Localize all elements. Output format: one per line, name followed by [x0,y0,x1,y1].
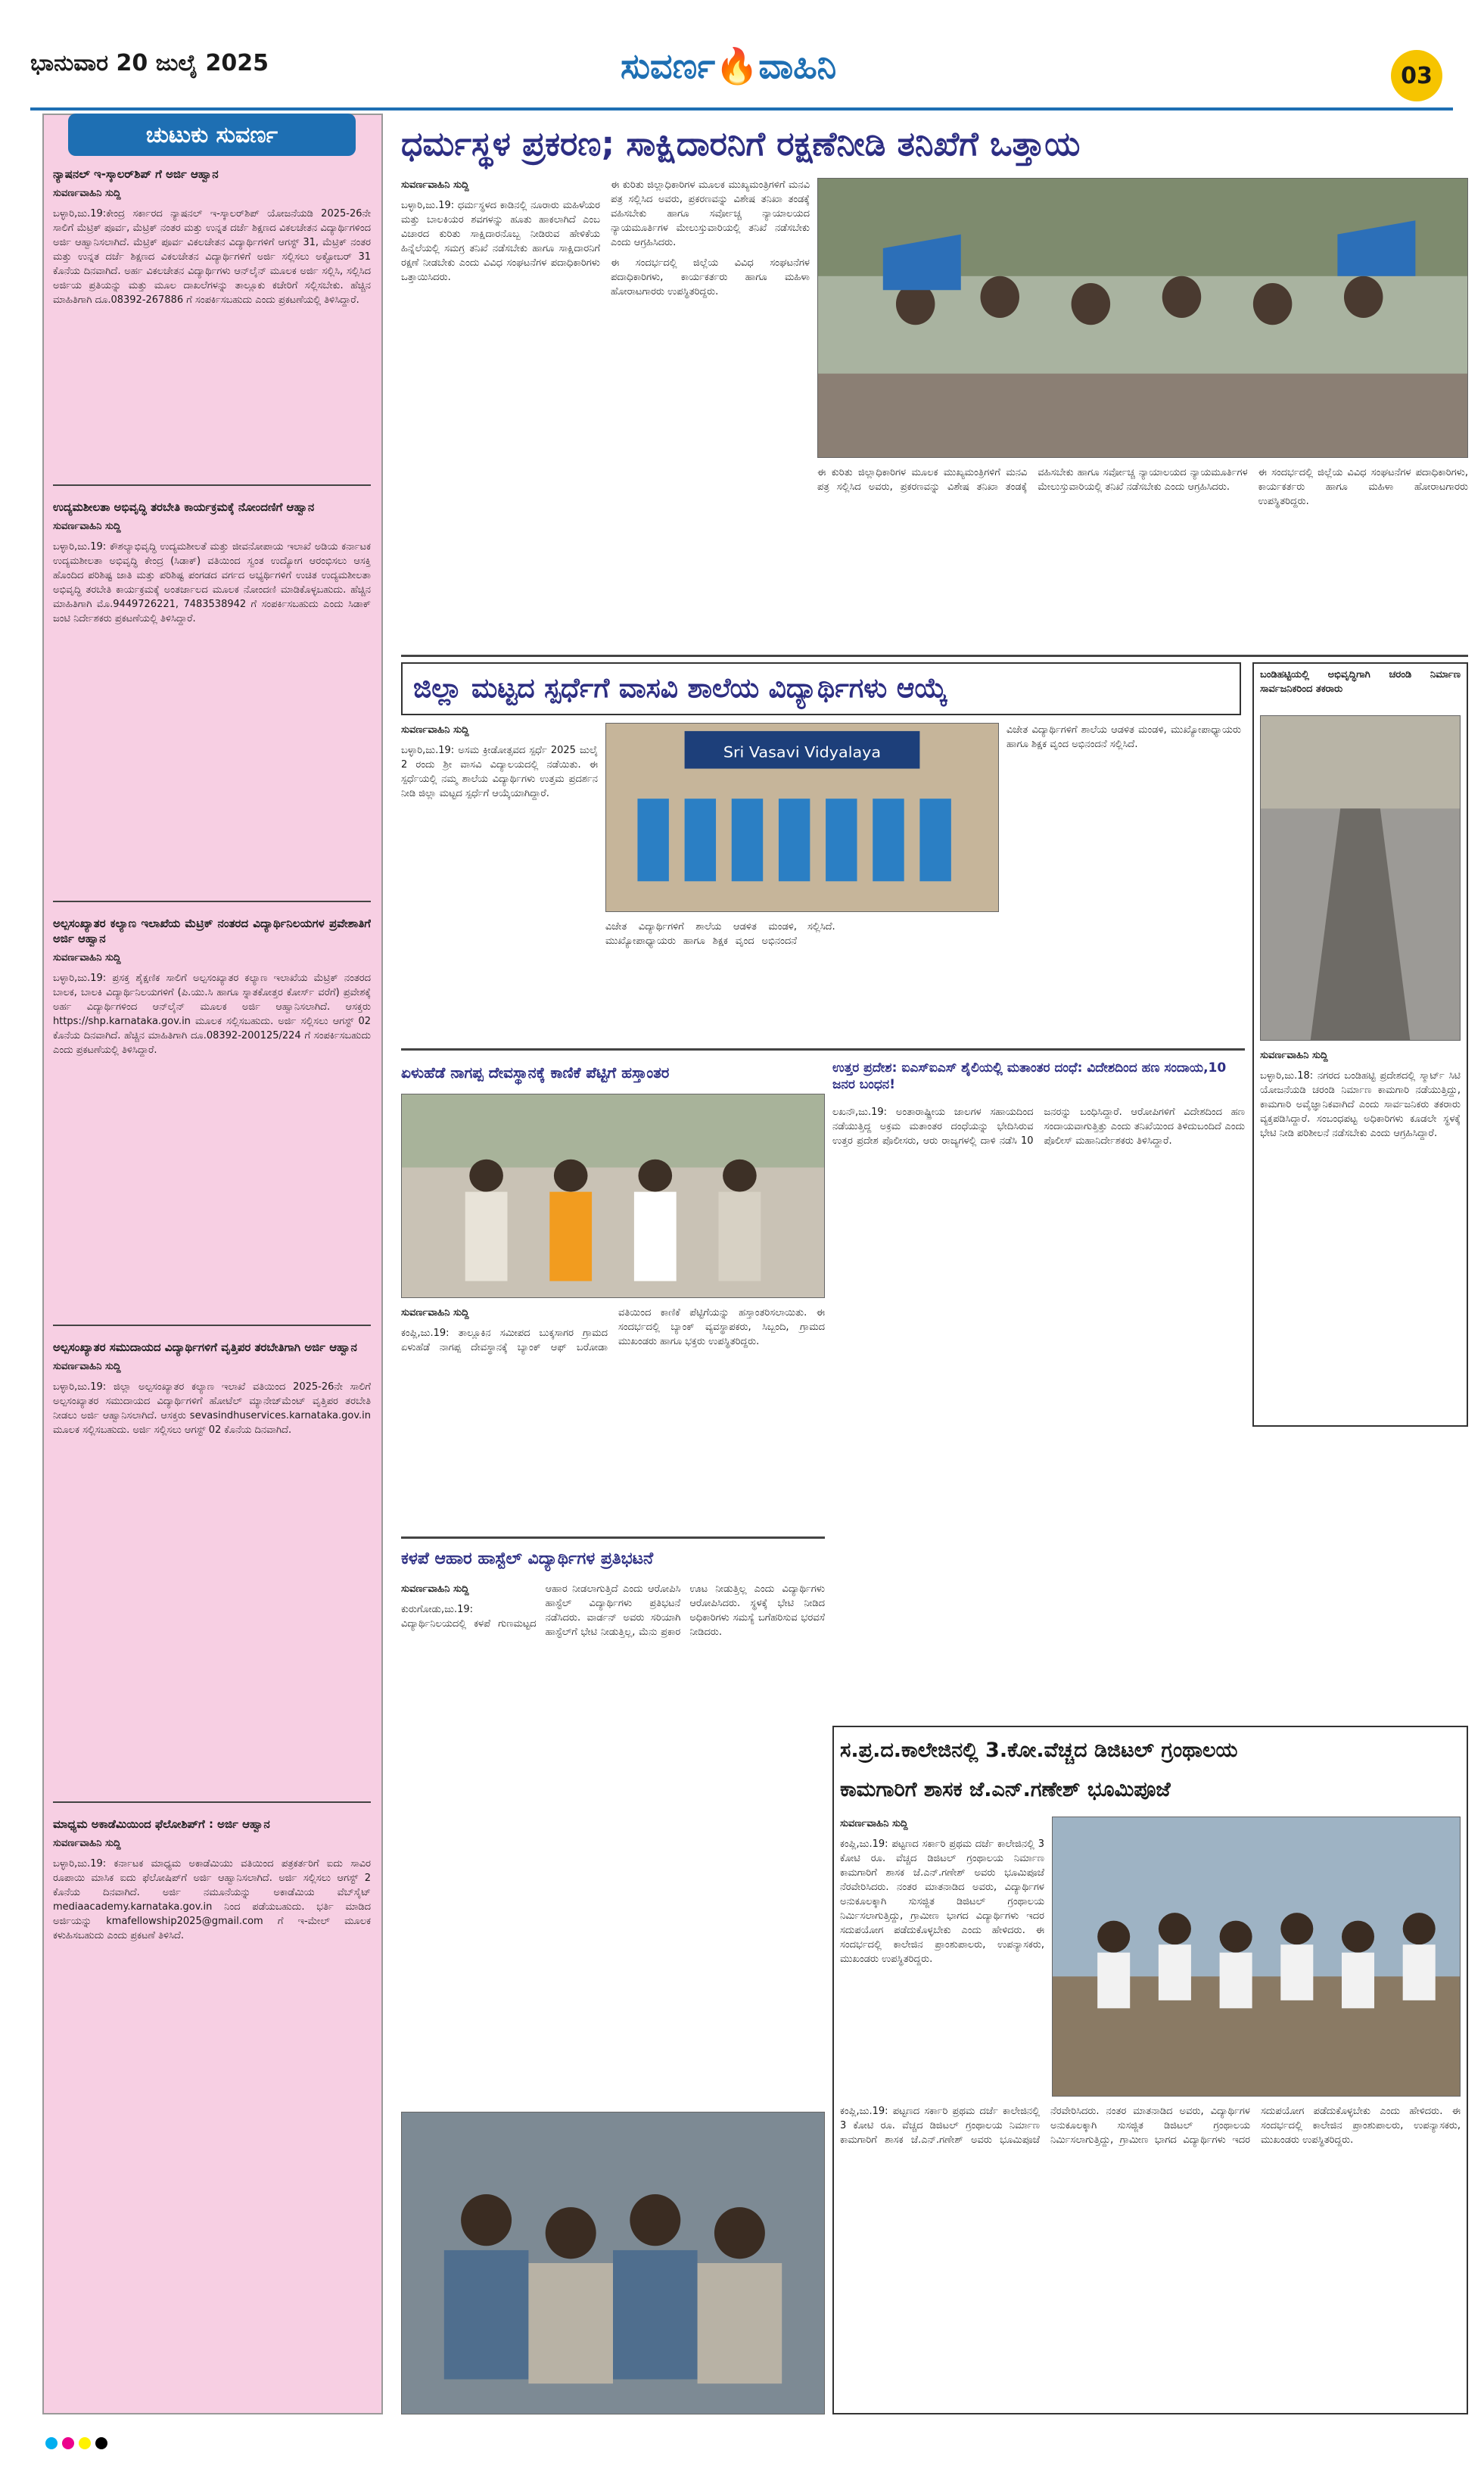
brief-story-1 [53,167,371,477]
brief-heading: ಉದ್ಯಮಶೀಲತಾ ಅಭಿವೃದ್ಧಿ ತರಬೇತಿ ಕಾರ್ಯಕ್ರಮಕ್ಕೆ ನೋಂದಣಿಗೆ ಆಹ್ವಾನ [53,500,315,514]
lead-paragraph: ಈ ಸಂದರ್ಭದಲ್ಲಿ ಜಿಲ್ಲೆಯ ವಿವಿಧ ಸಂಘಟನೆಗಳ ಪದಾಧಿಕಾರಿಗಳು, ಕಾರ್ಯಕರ್ತರು ಹಾಗೂ ಮಹಿಳಾ ಹೋರಾಟಗಾರರು ಉಪಸ್ಥಿತರಿದ್ದರು. [1258,467,1468,507]
brief-body: ಬಳ್ಳಾರಿ,ಜು.19: ಪ್ರಸಕ್ತ ಶೈಕ್ಷಣಿಕ ಸಾಲಿಗೆ ಅಲ್ಪಸಂಖ್ಯಾತರ ಕಲ್ಯಾಣ ಇಲಾಖೆಯ ಮೆಟ್ರಿಕ್ ನಂತರದ ಬಾಲಕ, ಬಾಲಕಿ ವಿದ್ಯಾರ್ಥಿನಿಲಯಗಳಿಗೆ (ಪಿ.ಯು.ಸಿ ಹಾಗೂ ಸ್ನಾತಕೋತ್ತರ ಕೋರ್ಸ್ ವರೆಗೆ) ಪ್ರವೇಶಕ್ಕೆ ಅರ್ಹ ವಿದ್ಯಾರ್ಥಿಗಳಿಂದ ಆನ್‌ಲೈನ್ ಮೂಲಕ ಅರ್ಜಿ ಆಹ್ವಾನಿಸಲಾಗಿದೆ. ಆಸಕ್ತರು https://shp.karnataka.gov.in ಮೂಲಕ ಸಲ್ಲಿಸಬಹುದು. ಅರ್ಜಿ ಸಲ್ಲಿಸಲು ಆಗಸ್ಟ್ 02 ಕೊನೆಯ ದಿನವಾಗಿದೆ. ಹೆಚ್ಚಿನ ಮಾಹಿತಿಗಾಗಿ ದೂ.08392-200125/224 ಗೆ ಸಂಪರ್ಕಿಸಬಹುದು ಎಂದು ಪ್ರಕಟಣೆಯಲ್ಲಿ ತಿಳಿಸಿದ್ದಾರೆ. [53,973,371,1056]
brief-byline: ಸುವರ್ಣವಾಹಿನಿ ಸುದ್ದಿ [53,1361,121,1372]
lead-photo-protest [817,178,1468,458]
school-paragraph: ವಿಜೇತ ವಿದ್ಯಾರ್ಥಿಗಳಿಗೆ ಶಾಲೆಯ ಆಡಳಿತ ಮಂಡಳಿ, ಮುಖ್ಯೋಪಾಧ್ಯಾಯರು ಹಾಗೂ ಶಿಕ್ಷಕ ವೃಂದ ಅಭಿನಂದನೆ ಸಲ್ಲಿಸಿದೆ. [1006,724,1241,750]
brief-body: ಬಳ್ಳಾರಿ,ಜು.19:ಕೇಂದ್ರ ಸರ್ಕಾರದ ನ್ಯಾಷನಲ್ ಇ-ಸ್ಕಾಲರ್‌ಶಿಪ್ ಯೋಜನೆಯಡಿ 2025-26ನೇ ಸಾಲಿಗೆ ಮೆಟ್ರಿಕ್ ಪೂರ್ವ, ಮೆಟ್ರಿಕ್ ನಂತರ ಮತ್ತು ಉನ್ನತ ದರ್ಜೆ ಶಿಕ್ಷಣದ ವಿಕಲಚೇತನ ವಿದ್ಯಾರ್ಥಿಗಳಿಂದ ಅರ್ಜಿ ಆಹ್ವಾನಿಸಲಾಗಿದೆ. ಮೆಟ್ರಿಕ್ ಪೂರ್ವ ವಿಕಲಚೇತನ ವಿದ್ಯಾರ್ಥಿಗಳಿಗೆ ಆಗಸ್ಟ್ 31, ಮೆಟ್ರಿಕ್ ನಂತರ ಮತ್ತು ಉನ್ನತ ದರ್ಜೆ ಶಿಕ್ಷಣದ ವಿಕಲಚೇತನ ವಿದ್ಯಾರ್ಥಿಗಳಿಗೆ ಅರ್ಜಿ ಸಲ್ಲಿಸಲು ಅಕ್ಟೋಬರ್ 31 ಕೊನೆಯ ದಿನವಾಗಿದೆ. ಅರ್ಹ ವಿಕಲಚೇತನ ವಿದ್ಯಾರ್ಥಿಗಳು ಆನ್‌ಲೈನ್ ಮೂಲಕ ಅರ್ಜಿ ಸಲ್ಲಿಸಿ, ಸಲ್ಲಿಸಿದ ಅರ್ಜಿಯ ಪ್ರತಿಯನ್ನು ಮತ್ತು ಮೂಲ ದಾಖಲೆಗಳನ್ನು ತಾಲ್ಲೂಕು ಕಚೇರಿಗೆ ಸಲ್ಲಿಸಬೇಕು. ಹೆಚ್ಚಿನ ಮಾಹಿತಿಗಾಗಿ ದೂ.08392-267886 ಗೆ ಸಂಪರ್ಕಿಸಬಹುದು ಎಂದು ಪ್ರಕಟಣೆಯಲ್ಲಿ ತಿಳಿಸಿದ್ದಾರೆ. [53,208,371,306]
logo-flame-icon: 🔥 [715,45,759,86]
brief-byline: ಸುವರ್ಣವಾಹಿನಿ ಸುದ್ದಿ [53,188,121,199]
library-body [840,1817,1044,2097]
school-headline: ಜಿಲ್ಲಾ ಮಟ್ಟದ ಸ್ಪರ್ಧೆಗೆ ವಾಸವಿ ಶಾಲೆಯ ವಿದ್ಯಾರ್ಥಿಗಳು ಆಯ್ಕೆ [401,662,1241,715]
library-body-continued [840,2104,1461,2407]
groundbreaking-photo-icon [1053,1817,1460,2096]
road-body [1260,1048,1461,1419]
brief-story-2 [53,500,371,893]
brief-heading: ಮಾಧ್ಯಮ ಅಕಾಡೆಮಿಯಿಂದ ಫೆಲೋಶಿಪ್‌ಗೆ : ಅರ್ಜಿ ಆಹ್ವಾನ [53,1817,270,1831]
page-number-badge: 03 [1391,50,1442,101]
school-body-below-photo [605,920,999,1041]
up-body [832,1105,1245,1711]
road-paragraph: ಬಳ್ಳಾರಿ,ಜು.18: ನಗರದ ಬಂಡಿಹಟ್ಟಿ ಪ್ರದೇಶದಲ್ಲಿ ಸ್ಮಾರ್ಟ್ ಸಿಟಿ ಯೋಜನೆಯಡಿ ಚರಂಡಿ ನಿರ್ಮಾಣ ಕಾಮಗಾರಿ ನಡೆಯುತ್ತಿದ್ದು, ಕಾಮಗಾರಿ ಅವೈಜ್ಞಾನಿಕವಾಗಿದೆ ಎಂದು ಸಾರ್ವಜನಿಕರು ತಕರಾರು ವ್ಯಕ್ತಪಡಿಸಿದ್ದಾರೆ. ಸಂಬಂಧಪಟ್ಟ ಅಧಿಕಾರಿಗಳು ಕೂಡಲೇ ಸ್ಥಳಕ್ಕೆ ಭೇಟಿ ನೀಡಿ ಪರಿಶೀಲನೆ ನಡೆಸಬೇಕು ಎಂದು ಆಗ್ರಹಿಸಿದ್ದಾರೆ. [1260,1070,1461,1139]
road-byline: ಸುವರ್ಣವಾಹಿನಿ ಸುದ್ದಿ [1260,1050,1328,1061]
hostel-paragraph: ಕುರುಗೋಡು,ಜು.19: ವಿದ್ಯಾರ್ಥಿನಿಲಯದಲ್ಲಿ ಕಳಪೆ ಗುಣಮಟ್ಟದ ಆಹಾರ ನೀಡಲಾಗುತ್ತಿದೆ ಎಂದು ಆರೋಪಿಸಿ ಹಾಸ್ಟೆಲ್ ವಿದ್ಯಾರ್ಥಿಗಳು ಪ್ರತಿಭಟನೆ ನಡೆಸಿದರು. ವಾರ್ಡನ್ ಅವರು ಸರಿಯಾಗಿ ಹಾಸ್ಟೆಲ್‌ಗೆ ಭೇಟಿ ನೀಡುತ್ತಿಲ್ಲ, ಮೆನು ಪ್ರಕಾರ ಊಟ ನೀಡುತ್ತಿಲ್ಲ ಎಂದು ವಿದ್ಯಾರ್ಥಿಗಳು ಆರೋಪಿಸಿದರು. ಸ್ಥಳಕ್ಕೆ ಭೇಟಿ ನೀಡಿದ ಅಧಿಕಾರಿಗಳು ಸಮಸ್ಯೆ ಬಗೆಹರಿಸುವ ಭರವಸೆ ನೀಡಿದರು. [401,1583,825,1638]
hostel-students-photo-icon [402,2112,824,2414]
library-byline: ಸುವರ್ಣವಾಹಿನಿ ಸುದ್ದಿ [840,1818,908,1829]
lead-paragraph: ಈ ಕುರಿತು ಜಿಲ್ಲಾಧಿಕಾರಿಗಳ ಮೂಲಕ ಮುಖ್ಯಮಂತ್ರಿಗಳಿಗೆ ಮನವಿ ಪತ್ರ ಸಲ್ಲಿಸಿದ ಅವರು, ಪ್ರಕರಣವನ್ನು ವಿಶೇಷ ತನಿಖಾ ತಂಡಕ್ಕೆ ವಹಿಸಬೇಕು ಹಾಗೂ ಸರ್ವೋಚ್ಚ ನ್ಯಾಯಾಲಯದ ನ್ಯಾಯಮೂರ್ತಿಗಳ ಮೇಲುಸ್ತುವಾರಿಯಲ್ಲಿ ತನಿಖೆ ನಡೆಸಬೇಕು ಎಂದು ಆಗ್ರಹಿಸಿದರು. [817,467,1248,493]
temple-byline: ಸುವರ್ಣವಾಹಿನಿ ಸುದ್ದಿ [401,1307,469,1319]
newspaper-logo [621,45,836,88]
road-photo [1260,715,1461,1041]
issue-date: ಭಾನುವಾರ 20 ಜುಲೈ 2025 [30,50,269,76]
school-body-continued [1006,723,1241,1041]
sidebar-title: ಚುಟುಕು ಸುವರ್ಣ [68,114,356,156]
lead-paragraph: ಬಳ್ಳಾರಿ,ಜು.19: ಧರ್ಮಸ್ಥಳದ ಕಾಡಿನಲ್ಲಿ ನೂರಾರು ಮಹಿಳೆಯರ ಮತ್ತು ಬಾಲಕಿಯರ ಶವಗಳನ್ನು ಹೂತು ಹಾಕಲಾಗಿದೆ ಎಂಬ ವಿಚಾರದ ಕುರಿತು ಸಾಕ್ಷಿದಾರನೊಬ್ಬ ನೀಡಿರುವ ಹೇಳಿಕೆಯ ಹಿನ್ನೆಲೆಯಲ್ಲಿ ಸಮಗ್ರ ತನಿಖೆ ನಡೆಸಬೇಕು ಹಾಗೂ ಸಾಕ್ಷಿದಾರನಿಗೆ ರಕ್ಷಣೆ ನೀಡಬೇಕು ಎಂದು ವಿವಿಧ ಸಂಘಟನೆಗಳ ಪದಾಧಿಕಾರಿಗಳು ಒತ್ತಾಯಿಸಿದರು. [401,200,600,283]
brief-divider [53,901,371,902]
temple-paragraph: ಕಂಪ್ಲಿ,ಜು.19: ತಾಲ್ಲೂಕಿನ ಸಮೀಪದ ಬುಕ್ಕಸಾಗರ ಗ್ರಾಮದ ಏಳುಹೆಡೆ ನಾಗಪ್ಪ ದೇವಸ್ಥಾನಕ್ಕೆ ಬ್ಯಾಂಕ್ ಆಫ್ ಬರೋಡಾ ವತಿಯಿಂದ ಕಾಣಿಕೆ ಪೆಟ್ಟಿಗೆಯನ್ನು ಹಸ್ತಾಂತರಿಸಲಾಯಿತು. ಈ ಸಂದರ್ಭದಲ್ಲಿ ಬ್ಯಾಂಕ್ ವ್ಯವಸ್ಥಾಪಕರು, ಸಿಬ್ಬಂದಿ, ಗ್ರಾಮದ ಮುಖಂಡರು ಹಾಗೂ ಭಕ್ತರು ಉಪಸ್ಥಿತರಿದ್ದರು. [401,1307,825,1353]
brief-story-5 [53,1817,371,2407]
brief-heading: ಅಲ್ಪಸಂಖ್ಯಾತರ ಕಲ್ಯಾಣ ಇಲಾಖೆಯ ಮೆಟ್ರಿಕ್ ನಂತರದ ವಿದ್ಯಾರ್ಥಿನಿಲಯಗಳ ಪ್ರವೇಶಾತಿಗೆ ಅರ್ಜಿ ಆಹ್ವಾನ [53,917,371,945]
brief-divider [53,1325,371,1326]
hostel-headline: ಕಳಪೆ ಆಹಾರ ಹಾಸ್ಟೆಲ್ ವಿದ್ಯಾರ್ಥಿಗಳ ಪ್ರತಿಭಟನೆ [401,1549,654,1568]
section-divider [401,1048,1245,1051]
school-byline: ಸುವರ್ಣವಾಹಿನಿ ಸುದ್ದಿ [401,724,469,736]
lead-paragraph: ಈ ಕುರಿತು ಜಿಲ್ಲಾಧಿಕಾರಿಗಳ ಮೂಲಕ ಮುಖ್ಯಮಂತ್ರಿಗಳಿಗೆ ಮನವಿ ಪತ್ರ ಸಲ್ಲಿಸಿದ ಅವರು, ಪ್ರಕರಣವನ್ನು ವಿಶೇಷ ತನಿಖಾ ತಂಡಕ್ಕೆ ವಹಿಸಬೇಕು ಹಾಗೂ ಸರ್ವೋಚ್ಚ ನ್ಯಾಯಾಲಯದ ನ್ಯಾಯಮೂರ್ತಿಗಳ ಮೇಲುಸ್ತುವಾರಿಯಲ್ಲಿ ತನಿಖೆ ನಡೆಸಬೇಕು ಎಂದು ಆಗ್ರಹಿಸಿದರು. [611,179,810,248]
library-paragraph: ಕಂಪ್ಲಿ,ಜು.19: ಪಟ್ಟಣದ ಸರ್ಕಾರಿ ಪ್ರಥಮ ದರ್ಜೆ ಕಾಲೇಜಿನಲ್ಲಿ 3 ಕೋಟಿ ರೂ. ವೆಚ್ಚದ ಡಿಜಿಟಲ್ ಗ್ರಂಥಾಲಯ ನಿರ್ಮಾಣ ಕಾಮಗಾರಿಗೆ ಶಾಸಕ ಜೆ.ಎನ್.ಗಣೇಶ್ ಅವರು ಭೂಮಿಪೂಜೆ ನೆರವೇರಿಸಿದರು. ನಂತರ ಮಾತನಾಡಿದ ಅವರು, ವಿದ್ಯಾರ್ಥಿಗಳ ಅನುಕೂಲಕ್ಕಾಗಿ ಸುಸಜ್ಜಿತ ಡಿಜಿಟಲ್ ಗ್ರಂಥಾಲಯ ನಿರ್ಮಿಸಲಾಗುತ್ತಿದ್ದು, ಗ್ರಾಮೀಣ ಭಾಗದ ವಿದ್ಯಾರ್ಥಿಗಳು ಇದರ ಸದುಪಯೋಗ ಪಡೆದುಕೊಳ್ಳಬೇಕು ಎಂದು ಹೇಳಿದರು. ಈ ಸಂದರ್ಭದಲ್ಲಿ ಕಾಲೇಜಿನ ಪ್ರಾಂಶುಪಾಲರು, ಉಪನ್ಯಾಸಕರು, ಮುಖಂಡರು ಉಪಸ್ಥಿತರಿದ್ದರು. [840,1838,1044,1965]
road-headline: ಬಂಡಿಹಟ್ಟಿಯಲ್ಲಿ ಅಭಿವೃದ್ಧಿಗಾಗಿ ಚರಂಡಿ ನಿರ್ಮಾಣ ಸಾರ್ವಜನಿಕರಿಂದ ತಕರಾರು [1260,669,1461,695]
library-headline-line2: ಕಾಮಗಾರಿಗೆ ಶಾಸಕ ಜೆ.ಎನ್.ಗಣೇಶ್ ಭೂಮಿಪೂಜೆ [840,1778,1171,1801]
brief-heading: ಅಲ್ಪಸಂಖ್ಯಾತರ ಸಮುದಾಯದ ವಿದ್ಯಾರ್ಥಿಗಳಿಗೆ ವೃತ್ತಿಪರ ತರಬೇತಿಗಾಗಿ ಅರ್ಜಿ ಆಹ್ವಾನ [53,1340,357,1354]
school-body [401,723,598,1041]
brief-body: ಬಳ್ಳಾರಿ,ಜು.19: ಕೌಶಲ್ಯಾಭಿವೃದ್ಧಿ ಉದ್ಯಮಶೀಲತೆ ಮತ್ತು ಜೀವನೋಪಾಯ ಇಲಾಖೆ ಅಡಿಯ ಕರ್ನಾಟಕ ಉದ್ಯಮಶೀಲತಾ ಅಭಿವೃದ್ಧಿ ಕೇಂದ್ರ (ಸಿಡಾಕ್) ವತಿಯಿಂದ ಸ್ವಂತ ಉದ್ಯೋಗ ಆರಂಭಿಸಲು ಆಸಕ್ತಿ ಹೊಂದಿದ ಪರಿಶಿಷ್ಟ ಜಾತಿ ಮತ್ತು ಪರಿಶಿಷ್ಟ ಪಂಗಡದ ವರ್ಗದ ಅಭ್ಯರ್ಥಿಗಳಿಗೆ ಉಚಿತ ಉದ್ಯಮಶೀಲತಾ ಅಭಿವೃದ್ಧಿ ತರಬೇತಿ ಕಾರ್ಯಕ್ರಮಕ್ಕೆ ಅಂತರ್ಜಾಲದ ಮೂಲಕ ನೋಂದಣಿ ಮಾಡಿಕೊಳ್ಳಬಹುದು. ಹೆಚ್ಚಿನ ಮಾಹಿತಿಗಾಗಿ ಮೊ.9449726221, 7483538942 ಗೆ ಸಂಪರ್ಕಿಸಬಹುದು ಎಂದು ಸಿಡಾಕ್ ಜಂಟಿ ನಿರ್ದೇಶಕರು ಪ್ರಕಟಣೆಯಲ್ಲಿ ತಿಳಿಸಿದ್ದಾರೆ. [53,541,371,624]
section-divider [401,1536,825,1539]
masthead-rule [30,107,1453,111]
temple-photo [401,1094,825,1298]
students-photo-icon [606,724,998,911]
brief-body: ಬಳ್ಳಾರಿ,ಜು.19: ಕರ್ನಾಟಕ ಮಾಧ್ಯಮ ಅಕಾಡೆಮಿಯು ವತಿಯಿಂದ ಪತ್ರಕರ್ತರಿಗೆ ಐದು ಸಾವಿರ ರೂಪಾಯಿ ಮಾಸಿಕ ಐದು ಫೆಲೋಷಿಪ್‌ಗೆ ಅರ್ಜಿ ಆಹ್ವಾನಿಸಲಾಗಿದೆ. ಅರ್ಜಿ ಸಲ್ಲಿಸಲು ಆಗಸ್ಟ್ 2 ಕೊನೆಯ ದಿನವಾಗಿದೆ. ಅರ್ಜಿ ನಮೂನೆಯನ್ನು ಅಕಾಡೆಮಿಯ ವೆಬ್‌ಸೈಟ್ mediaacademy.karnataka.gov.in ನಿಂದ ಪಡೆಯಬಹುದು. ಭರ್ತಿ ಮಾಡಿದ ಅರ್ಜಿಯನ್ನು kmafellowship2025@gmail.com ಗೆ ಇ-ಮೇಲ್ ಮೂಲಕ ಕಳುಹಿಸಬಹುದು ಎಂದು ಪ್ರಕಟಣೆ ತಿಳಿಸಿದೆ. [53,1858,371,1941]
brief-story-4 [53,1340,371,1794]
brief-heading: ನ್ಯಾಷನಲ್ ಇ-ಸ್ಕಾಲರ್‌ಶಿಪ್ ಗೆ ಅರ್ಜಿ ಆಹ್ವಾನ [53,167,219,181]
school-paragraph: ಬಳ್ಳಾರಿ,ಜು.19: ಅಸಮ ಕ್ರೀಡೋತ್ಸವದ ಸ್ಪರ್ಧೆ 2025 ಜುಲೈ 2 ರಂದು ಶ್ರೀ ವಾಸವಿ ವಿದ್ಯಾಲಯದಲ್ಲಿ ನಡೆಯಿತು. ಈ ಸ್ಪರ್ಧೆಯಲ್ಲಿ ನಮ್ಮ ಶಾಲೆಯ ವಿದ್ಯಾರ್ಥಿಗಳು ಉತ್ತಮ ಪ್ರದರ್ಶನ ನೀಡಿ ಜಿಲ್ಲಾ ಮಟ್ಟದ ಸ್ಪರ್ಧೆಗೆ ಆಯ್ಕೆಯಾಗಿದ್ದಾರೆ. [401,745,598,799]
lead-paragraph: ಈ ಸಂದರ್ಭದಲ್ಲಿ ಜಿಲ್ಲೆಯ ವಿವಿಧ ಸಂಘಟನೆಗಳ ಪದಾಧಿಕಾರಿಗಳು, ಕಾರ್ಯಕರ್ತರು ಹಾಗೂ ಮಹಿಳಾ ಹೋರಾಟಗಾರರು ಉಪಸ್ಥಿತರಿದ್ದರು. [611,257,810,297]
lead-byline: ಸುವರ್ಣವಾಹಿನಿ ಸುದ್ದಿ [401,179,469,191]
lead-body-continued [817,465,1468,647]
brief-byline: ಸುವರ್ಣವಾಹಿನಿ ಸುದ್ದಿ [53,521,121,532]
brief-divider [53,1801,371,1803]
print-registration-marks [0,2437,1484,2460]
school-banner-text: Sri Vasavi Vidyalaya [723,743,882,761]
library-headline-line1: ಸ.ಪ್ರ.ದ.ಕಾಲೇಜಿನಲ್ಲಿ 3.ಕೋ.ವೆಚ್ಚದ ಡಿಜಿಟಲ್ ಗ್ರಂಥಾಲಯ [840,1739,1238,1762]
up-headline: ಉತ್ತರ ಪ್ರದೇಶ: ಐಎಸ್‌ಐಎಸ್ ಶೈಲಿಯಲ್ಲಿ ಮತಾಂತರ ದಂಧೆ: ವಿದೇಶದಿಂದ ಹಣ ಸಂದಾಯ,10 ಜನರ ಬಂಧನ! [832,1060,1227,1092]
masthead [0,0,1484,91]
lead-body [401,178,810,647]
logo-part2: ವಾಹಿನಿ [758,45,837,86]
hostel-byline: ಸುವರ್ಣವಾಹಿನಿ ಸುದ್ದಿ [401,1583,469,1595]
library-photo [1052,1817,1461,2097]
up-paragraph: ಲಖನೌ,ಜು.19: ಅಂತಾರಾಷ್ಟ್ರೀಯ ಜಾಲಗಳ ಸಹಾಯದಿಂದ ನಡೆಯುತ್ತಿದ್ದ ಅಕ್ರಮ ಮತಾಂತರ ದಂಧೆಯನ್ನು ಭೇದಿಸಿರುವ ಉತ್ತರ ಪ್ರದೇಶ ಪೊಲೀಸರು, ಆರು ರಾಜ್ಯಗಳಲ್ಲಿ ದಾಳಿ ನಡೆಸಿ 10 ಜನರನ್ನು ಬಂಧಿಸಿದ್ದಾರೆ. ಆರೋಪಿಗಳಿಗೆ ವಿದೇಶದಿಂದ ಹಣ ಸಂದಾಯವಾಗುತ್ತಿತ್ತು ಎಂದು ತನಿಖೆಯಿಂದ ತಿಳಿದುಬಂದಿದೆ ಎಂದು ಪೊಲೀಸ್ ಮಹಾನಿರ್ದೇಶಕರು ತಿಳಿಸಿದ್ದಾರೆ. [832,1107,1245,1147]
brief-byline: ಸುವರ್ಣವಾಹಿನಿ ಸುದ್ದಿ [53,952,121,964]
brief-divider [53,484,371,486]
brief-body: ಬಳ್ಳಾರಿ,ಜು.19: ಜಿಲ್ಲಾ ಅಲ್ಪಸಂಖ್ಯಾತರ ಕಲ್ಯಾಣ ಇಲಾಖೆ ವತಿಯಿಂದ 2025-26ನೇ ಸಾಲಿಗೆ ಅಲ್ಪಸಂಖ್ಯಾತರ ಸಮುದಾಯದ ವಿದ್ಯಾರ್ಥಿಗಳಿಗೆ ಹೋಟೆಲ್ ಮ್ಯಾನೇಜ್‌ಮೆಂಟ್ ವೃತ್ತಿಪರ ತರಬೇತಿ ನೀಡಲು ಅರ್ಜಿ ಆಹ್ವಾನಿಸಲಾಗಿದೆ. ಆಸಕ್ತರು sevasindhuservices.karnataka.gov.in ಮೂಲಕ ಸಲ್ಲಿಸಬಹುದು. ಅರ್ಜಿ ಸಲ್ಲಿಸಲು ಆಗಸ್ಟ್ 02 ಕೊನೆಯ ದಿನವಾಗಿದೆ. [53,1381,371,1436]
donation-photo-icon [402,1094,824,1297]
temple-body [401,1306,825,1533]
school-photo [605,723,999,912]
temple-headline: ಏಳುಹೆಡೆ ನಾಗಪ್ಪ ದೇವಸ್ಥಾನಕ್ಕೆ ಕಾಣಿಕೆ ಪೆಟ್ಟಿಗೆ ಹಸ್ತಾಂತರ [401,1063,670,1082]
road-photo-icon [1261,716,1460,1040]
section-divider [401,655,1468,657]
brief-story-3 [53,916,371,1317]
logo-part1: ಸುವರ್ಣ [621,45,716,86]
protest-photo-icon [818,179,1467,457]
school-paragraph: ವಿಜೇತ ವಿದ್ಯಾರ್ಥಿಗಳಿಗೆ ಶಾಲೆಯ ಆಡಳಿತ ಮಂಡಳಿ, ಮುಖ್ಯೋಪಾಧ್ಯಾಯರು ಹಾಗೂ ಶಿಕ್ಷಕ ವೃಂದ ಅಭಿನಂದನೆ ಸಲ್ಲಿಸಿದೆ. [605,921,835,947]
brief-byline: ಸುವರ್ಣವಾಹಿನಿ ಸುದ್ದಿ [53,1838,121,1849]
library-paragraph: ಕಂಪ್ಲಿ,ಜು.19: ಪಟ್ಟಣದ ಸರ್ಕಾರಿ ಪ್ರಥಮ ದರ್ಜೆ ಕಾಲೇಜಿನಲ್ಲಿ 3 ಕೋಟಿ ರೂ. ವೆಚ್ಚದ ಡಿಜಿಟಲ್ ಗ್ರಂಥಾಲಯ ನಿರ್ಮಾಣ ಕಾಮಗಾರಿಗೆ ಶಾಸಕ ಜೆ.ಎನ್.ಗಣೇಶ್ ಅವರು ಭೂಮಿಪೂಜೆ ನೆರವೇರಿಸಿದರು. ನಂತರ ಮಾತನಾಡಿದ ಅವರು, ವಿದ್ಯಾರ್ಥಿಗಳ ಅನುಕೂಲಕ್ಕಾಗಿ ಸುಸಜ್ಜಿತ ಡಿಜಿಟಲ್ ಗ್ರಂಥಾಲಯ ನಿರ್ಮಿಸಲಾಗುತ್ತಿದ್ದು, ಗ್ರಾಮೀಣ ಭಾಗದ ವಿದ್ಯಾರ್ಥಿಗಳು ಇದರ ಸದುಪಯೋಗ ಪಡೆದುಕೊಳ್ಳಬೇಕು ಎಂದು ಹೇಳಿದರು. ಈ ಸಂದರ್ಭದಲ್ಲಿ ಕಾಲೇಜಿನ ಪ್ರಾಂಶುಪಾಲರು, ಉಪನ್ಯಾಸಕರು, ಮುಖಂಡರು ಉಪಸ್ಥಿತರಿದ್ದರು. [840,2106,1461,2146]
lead-headline: ಧರ್ಮಸ್ಥಳ ಪ್ರಕರಣ; ಸಾಕ್ಷಿದಾರನಿಗೆ ರಕ್ಷಣೆನೀಡಿ ತನಿಖೆಗೆ ಒತ್ತಾಯ [401,124,1081,163]
hostel-photo [401,2112,825,2414]
hostel-body [401,1582,825,2104]
